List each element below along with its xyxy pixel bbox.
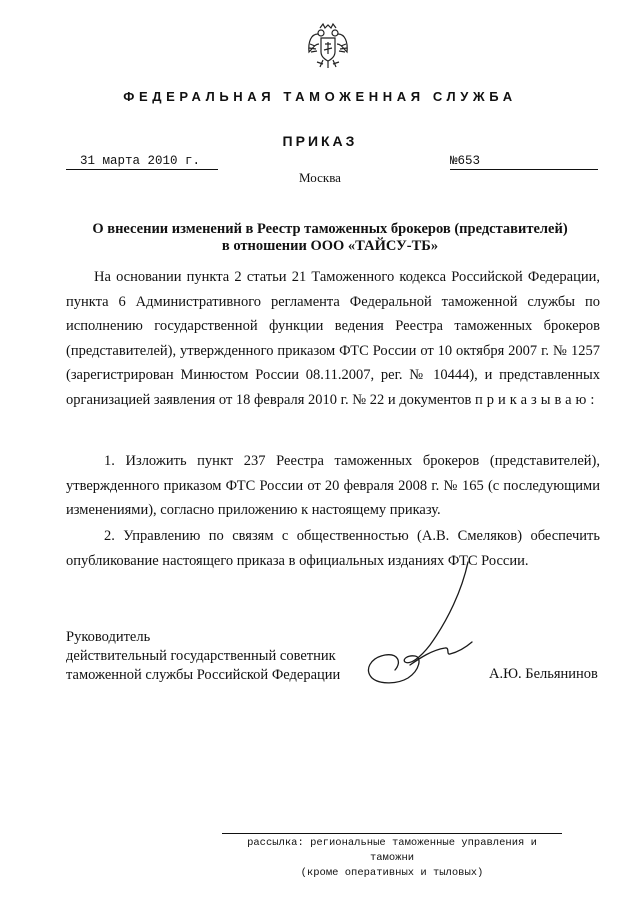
order-date: 31 марта 2010 г.	[66, 154, 218, 170]
preamble-paragraph	[66, 265, 600, 412]
subject-line-2: в отношении ООО «ТАЙСУ-ТБ»	[221, 238, 439, 254]
signer-title-line-2: действительный государственный советник	[66, 648, 336, 664]
signer-title-line-1: Руководитель	[66, 629, 151, 645]
order-keyword: приказываю:	[474, 391, 599, 408]
distribution-note	[222, 833, 562, 881]
agency-title: ФЕДЕРАЛЬНАЯ ТАМОЖЕННАЯ СЛУЖБА	[123, 89, 517, 104]
order-item-2: 2. Управлению по связям с общественностью (А.В. Смеляков) обеспечить опубликование настоящего приказа в официальных изданиях ФТС России.	[66, 528, 600, 569]
signer-title	[66, 628, 340, 685]
order-item-1: 1. Изложить пункт 237 Реестра таможенных брокеров (представителей), утвержденного приказом ФТС России от 20 февраля 2008 г. № 165 (с последующими изменениями), согласно приложению к настоящему приказу.	[66, 453, 600, 518]
order-number: №653	[450, 154, 598, 170]
preamble-text: На основании пункта 2 статьи 21 Таможенного кодекса Российской Федерации, пункта 6 Административного регламента Федеральной таможенной службы по исполнению государственной функции ведения Реестра таможенных брокеров (представителей), утвержденного приказом ФТС России от 10 октября 2007 г. № 1257 (зарегистрирован Минюстом России 08.11.2007, рег. № 10444), и представленных организацией заявления от 18 февраля 2010 г. № 22 и документов	[66, 269, 600, 408]
handwritten-signature-icon	[350, 560, 490, 700]
subject-line-1: О внесении изменений в Реестр таможенных брокеров (представителей)	[92, 221, 568, 237]
distribution-line-1: рассылка: региональные таможенные управления и таможни	[247, 837, 537, 864]
distribution-line-2: (кроме оперативных и тыловых)	[300, 867, 484, 879]
signer-title-line-3: таможенной службы Российской Федерации	[66, 667, 341, 683]
order-subject	[60, 221, 600, 255]
city: Москва	[299, 170, 341, 185]
russian-coat-of-arms-icon	[305, 22, 351, 70]
signer-name: А.Ю. Бельянинов	[489, 666, 598, 682]
document-type: ПРИКАЗ	[282, 133, 358, 149]
